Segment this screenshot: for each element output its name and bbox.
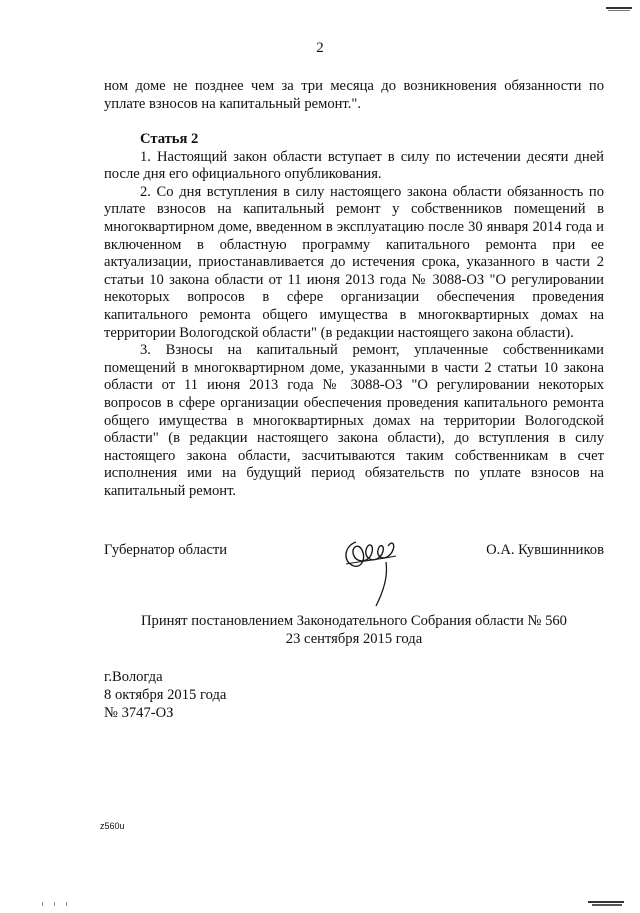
- place-date-block: [104, 668, 226, 722]
- signer-name: О.А. Кувшинников: [486, 542, 604, 558]
- scan-artifact-bottom: [586, 895, 626, 905]
- article-paragraph-1: 1. Настоящий закон области вступает в силу по истечении десяти дней после дня его официального опубликования.: [104, 148, 604, 183]
- handwritten-signature-icon: [336, 532, 406, 612]
- adoption-line-2: 23 сентября 2015 года: [285, 631, 423, 647]
- adoption-note: [104, 612, 604, 648]
- adoption-line-1: Принят постановлением Законодательного Собрания области № 560: [141, 613, 567, 629]
- city: г.Вологда: [104, 669, 163, 685]
- article-paragraph-3: 3. Взносы на капитальный ремонт, уплаченные собственниками помещений в многоквартирном доме, указанными в части 2 статьи 10 закона области от 11 июня 2013 года № 3088-ОЗ "О регулировании некоторых вопросов в сфере организации обеспечения проведения капитального ремонта общего имущества в многоквартирных домах на территории Вологодской области" (в редакции настоящего закона области), до вступления в силу настоящего закона области, засчитываются таким собственникам в счет исполнения ими на будущий период обязательств по уплате взносов на капитальный ремонт.: [104, 342, 604, 499]
- scan-artifact-bottom-left: [40, 895, 80, 905]
- continuation-text: [104, 78, 604, 113]
- law-number: № 3747-ОЗ: [104, 705, 174, 721]
- article-paragraph-2: 2. Со дня вступления в силу настоящего закона области обязанность по уплате взносов на капитальный ремонт у собственников помещений в многоквартирном доме, введенном в эксплуатацию после 30 января 2014 года и включенном в областную программу капитального ремонта при ее актуализации, приостанавливается до истечения срока, указанного в части 2 статьи 10 закона области от 11 июня 2013 года № 3088-ОЗ "О регулировании некоторых вопросов в сфере организации обеспечения проведения капитального ремонта общего имущества в многоквартирных домах на территории Вологодской области" (в редакции настоящего закона области).: [104, 183, 604, 341]
- scan-artifact-top: [604, 0, 634, 6]
- article-heading: Статья 2: [140, 131, 199, 147]
- page-number: 2: [316, 40, 324, 56]
- signer-title: Губернатор области: [104, 542, 228, 558]
- article-2: [104, 131, 604, 500]
- continuation-paragraph: ном доме не позднее чем за три месяца до возникновения обязанности по уплате взносов на капитальный ремонт.".: [104, 78, 604, 112]
- law-date: 8 октября 2015 года: [104, 687, 227, 703]
- document-code: z560u: [100, 821, 125, 831]
